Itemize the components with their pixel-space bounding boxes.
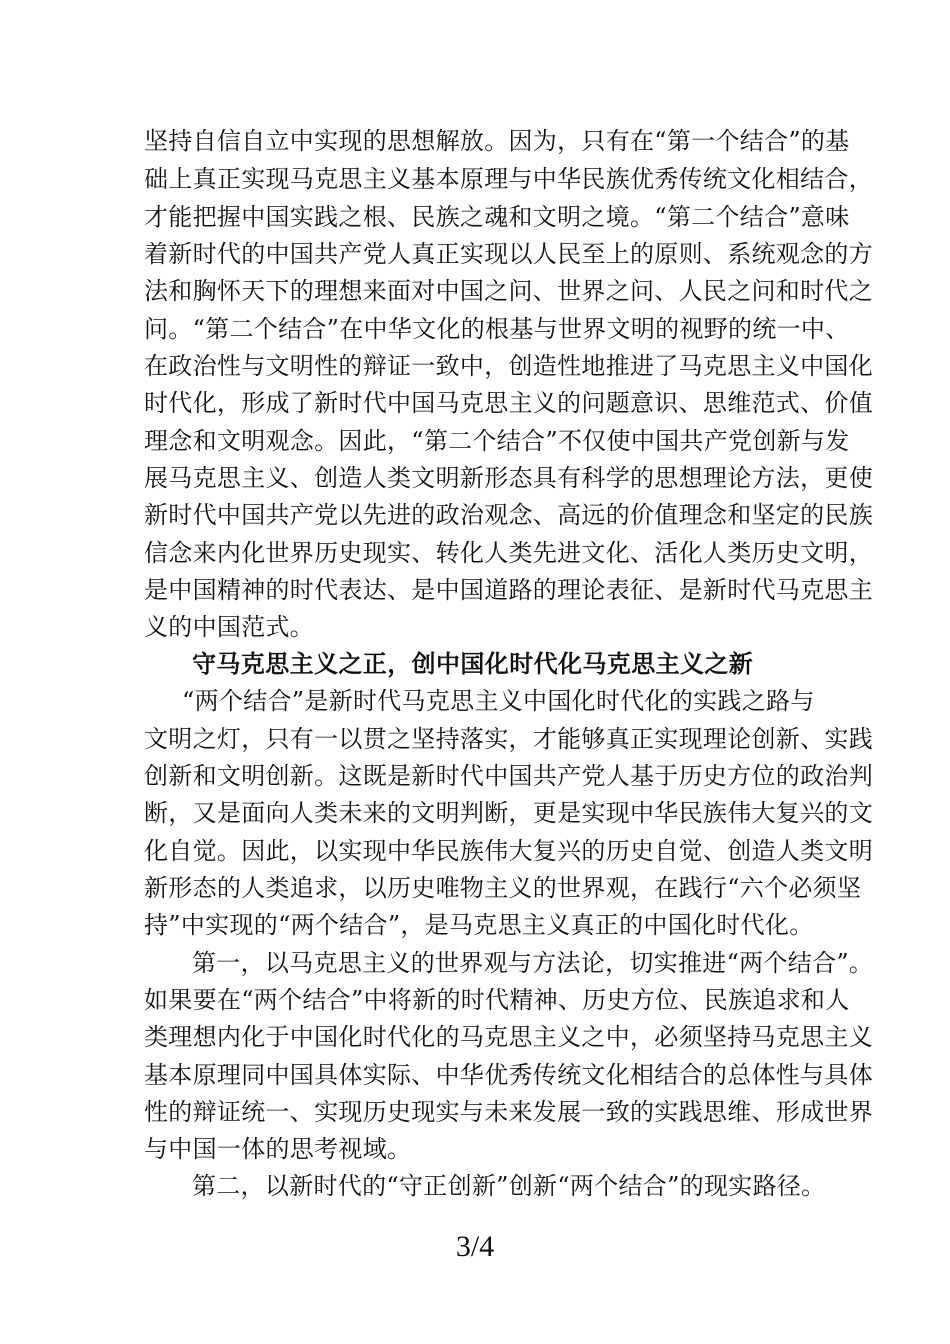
text-line: 信念来内化世界历史现实、转化人类先进文化、活化人类历史文明， [144, 539, 873, 567]
text-line: 第一，以马克思主义的世界观与方法论，切实推进“两个结合”。 [192, 949, 874, 977]
text-line: “两个结合”是新时代马克思主义中国化时代化的实践之路与 [182, 687, 815, 715]
text-line: 是中国精神的时代表达、是中国道路的理论表征、是新时代马克思主 [144, 576, 873, 604]
text-line: 时代化，形成了新时代中国马克思主义的问题意识、思维范式、价值 [144, 389, 873, 417]
text-line: 文明之灯，只有一以贯之坚持落实，才能够真正实现理论创新、实践 [144, 725, 873, 753]
text-line: 化自觉。因此，以实现中华民族伟大复兴的历史自觉、创造人类文明 [144, 837, 873, 865]
text-line: 着新时代的中国共产党人真正实现以人民至上的原则、系统观念的方 [144, 240, 873, 268]
text-line: 持”中实现的“两个结合”，是马克思主义真正的中国化时代化。 [144, 911, 814, 939]
text-line: 第二，以新时代的“守正创新”创新“两个结合”的现实路径。 [192, 1172, 826, 1200]
text-line: 理念和文明观念。因此，“第二个结合”不仅使中国共产党创新与发 [144, 427, 850, 455]
text-line: 新时代中国共产党以先进的政治观念、高远的价值理念和坚定的民族 [144, 501, 873, 529]
text-line: 性的辩证统一、实现历史现实与未来发展一致的实践思维、形成世界 [144, 1098, 873, 1126]
text-line: 与中国一体的思考视域。 [144, 1135, 412, 1163]
text-line: 断，又是面向人类未来的文明判断，更是实现中华民族伟大复兴的文 [144, 799, 873, 827]
text-line: 如果要在“两个结合”中将新的时代精神、历史方位、民族追求和人 [144, 986, 850, 1014]
text-line: 展马克思主义、创造人类文明新形态具有科学的思想理论方法，更使 [144, 464, 873, 492]
text-line: 创新和文明创新。这既是新时代中国共产党人基于历史方位的政治判 [144, 762, 873, 790]
text-line: 义的中国范式。 [144, 613, 315, 641]
text-line: 基本原理同中国具体实际、中华优秀传统文化相结合的总体性与具体 [144, 1061, 873, 1089]
text-line: 类理想内化于中国化时代化的马克思主义之中，必须坚持马克思主义 [144, 1023, 873, 1051]
section-heading: 守马克思主义之正，创中国化时代化马克思主义之新 [192, 650, 754, 678]
text-line: 在政治性与文明性的辩证一致中，创造性地推进了马克思主义中国化 [144, 352, 873, 380]
text-line: 础上真正实现马克思主义基本原理与中华民族优秀传统文化相结合， [144, 165, 873, 193]
text-line: 法和胸怀天下的理想来面对中国之问、世界之问、人民之问和时代之 [144, 277, 873, 305]
text-line: 问。“第二个结合”在中华文化的根基与世界文明的视野的统一中、 [144, 315, 850, 343]
text-line: 坚持自信自立中实现的思想解放。因为，只有在“第一个结合”的基 [144, 127, 850, 155]
page-number: 3/4 [455, 1230, 495, 1263]
text-line: 才能把握中国实践之根、民族之魂和文明之境。“第二个结合”意味 [144, 203, 850, 231]
text-line: 新形态的人类追求，以历史唯物主义的世界观，在践行“六个必须坚 [144, 874, 862, 902]
